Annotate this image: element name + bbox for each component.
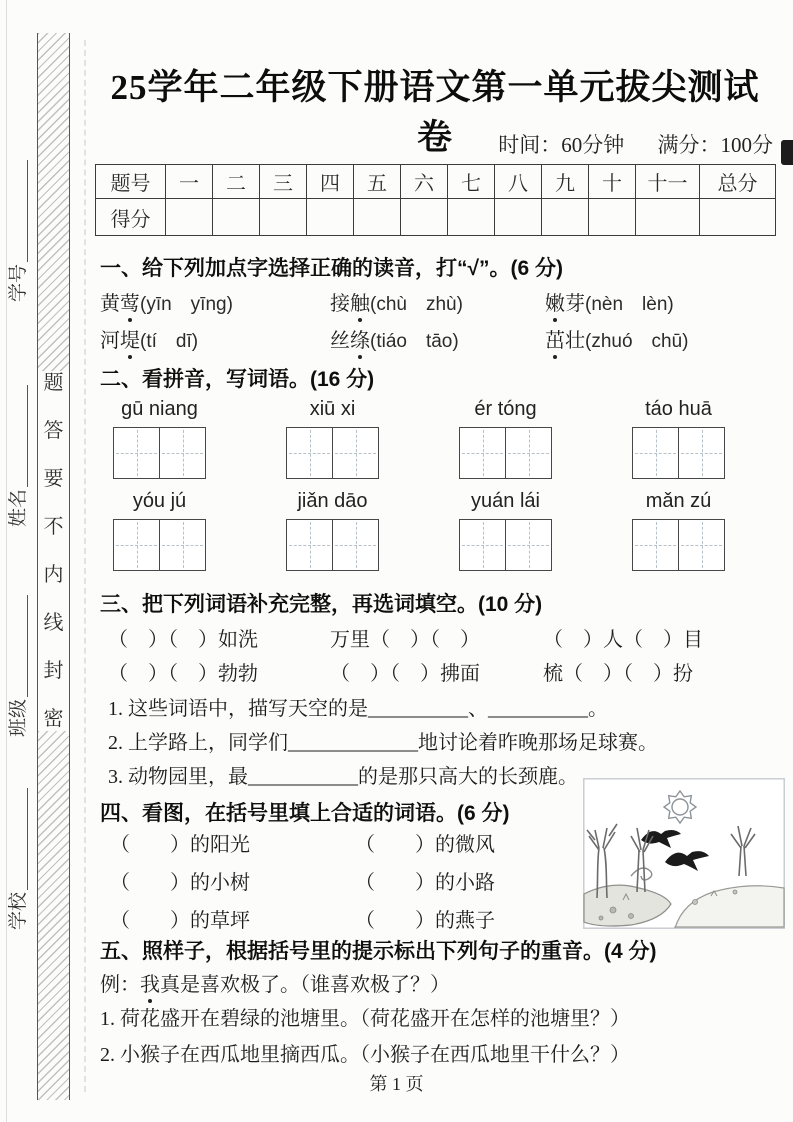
student-info-field bbox=[5, 363, 31, 527]
pinyin-word-group bbox=[459, 398, 552, 479]
phrase-blank: （ ）的阳光 bbox=[110, 834, 250, 856]
score-table-header-row bbox=[96, 165, 776, 199]
pinyin-label: yuán lái bbox=[471, 490, 540, 512]
spring-scene-svg bbox=[583, 778, 785, 929]
seal-line-char: 封 bbox=[43, 660, 64, 682]
section3-fill-1: 1. 这些词语中，描写天空的是__________、__________。 bbox=[108, 698, 608, 720]
field-label: 学号 bbox=[8, 263, 30, 302]
pronunciation-item bbox=[545, 287, 775, 316]
dotted-hanzi: 堤 bbox=[120, 324, 140, 353]
writing-box bbox=[286, 427, 379, 479]
pinyin-word-group bbox=[286, 398, 379, 479]
writing-cell bbox=[159, 520, 205, 570]
idiom-blank: （ ）（ ）拂面 bbox=[330, 663, 480, 685]
section3-idiom-row bbox=[108, 623, 775, 652]
exam-meta bbox=[498, 129, 773, 159]
exam-full-score: 满分：100分 bbox=[657, 133, 773, 157]
section4-heading: 四、看图，在括号里填上合适的词语。(6 分) bbox=[100, 802, 510, 825]
pinyin-options: (yīn yīng) bbox=[140, 294, 233, 315]
writing-cell bbox=[633, 520, 678, 570]
pronunciation-item bbox=[100, 324, 330, 353]
seal-line-char: 密 bbox=[43, 708, 64, 730]
score-cell bbox=[700, 199, 776, 236]
pinyin-word-group bbox=[113, 398, 206, 479]
score-table-header-cell: 五 bbox=[354, 165, 401, 199]
idiom-blank: （ ）人（ ）目 bbox=[543, 629, 703, 651]
score-table-header-cell: 四 bbox=[307, 165, 354, 199]
pronunciation-item bbox=[100, 287, 330, 316]
page-title: 25学年二年级下册语文第一单元拔尖测试卷 bbox=[110, 68, 760, 157]
section3-idiom-row bbox=[108, 657, 775, 686]
idiom-blank: （ ）（ ）勃勃 bbox=[108, 663, 258, 685]
score-table-header-cell: 十一 bbox=[636, 165, 700, 199]
writing-cell bbox=[114, 428, 159, 478]
score-table-header-cell: 总分 bbox=[700, 165, 776, 199]
writing-box bbox=[632, 519, 725, 571]
score-row-label: 得分 bbox=[96, 199, 166, 236]
hanzi: 壮 bbox=[565, 330, 585, 352]
section3-fill-2: 2. 上学路上，同学们_____________地讨论着昨晚那场足球赛。 bbox=[108, 732, 658, 754]
dotted-hanzi: 触 bbox=[350, 287, 370, 316]
pronunciation-item bbox=[100, 974, 450, 996]
writing-box bbox=[632, 427, 725, 479]
score-table-header-cell: 三 bbox=[260, 165, 307, 199]
score-cell bbox=[448, 199, 495, 236]
field-blank-line bbox=[27, 595, 28, 697]
hanzi: 丝 bbox=[330, 330, 350, 352]
student-info-field bbox=[5, 138, 31, 302]
section3-fill-3: 3. 动物园里，最___________的是那只高大的长颈鹿。 bbox=[108, 766, 578, 788]
score-cell bbox=[307, 199, 354, 236]
pinyin-word-group bbox=[632, 398, 725, 479]
idiom-blank: 万里（ ）（ ） bbox=[330, 629, 480, 651]
score-table-header-cell: 一 bbox=[166, 165, 213, 199]
seal-hatch-bottom bbox=[38, 731, 69, 1100]
pinyin-options: (nèn lèn) bbox=[585, 294, 674, 315]
score-table-header-cell: 十 bbox=[589, 165, 636, 199]
writing-cell bbox=[114, 520, 159, 570]
score-cell bbox=[636, 199, 700, 236]
phrase-blank: （ ）的小路 bbox=[355, 872, 495, 894]
section1-heading: 一、给下列加点字选择正确的读音，打“√”。(6 分) bbox=[100, 257, 564, 280]
main-content bbox=[95, 0, 785, 1122]
pinyin-label: táo huā bbox=[645, 398, 712, 420]
idiom-blank: （ ）（ ）如洗 bbox=[108, 629, 258, 651]
dotted-hanzi: 我 bbox=[140, 968, 160, 997]
score-table-header-cell: 九 bbox=[542, 165, 589, 199]
pronunciation-item bbox=[330, 324, 545, 353]
writing-cell bbox=[159, 428, 205, 478]
hanzi: 接 bbox=[330, 293, 350, 315]
writing-cell bbox=[505, 428, 551, 478]
score-cell bbox=[260, 199, 307, 236]
pinyin-word-group bbox=[632, 490, 725, 571]
field-label: 姓名 bbox=[8, 488, 30, 527]
score-table-header-cell: 二 bbox=[213, 165, 260, 199]
seal-line-band bbox=[37, 33, 70, 1100]
writing-cell bbox=[287, 520, 332, 570]
fold-dashed-line bbox=[84, 40, 86, 1092]
writing-box bbox=[459, 427, 552, 479]
pinyin-options: (zhuó chū) bbox=[585, 331, 689, 352]
hanzi: 芽 bbox=[565, 293, 585, 315]
writing-box bbox=[286, 519, 379, 571]
phrase-blank: （ ）的燕子 bbox=[355, 910, 495, 932]
pinyin-options: (chù zhù) bbox=[370, 294, 463, 315]
dotted-hanzi: 茁 bbox=[545, 324, 565, 353]
pronunciation-item bbox=[330, 287, 545, 316]
pinyin-label: mǎn zú bbox=[645, 490, 712, 512]
seal-line-char: 答 bbox=[43, 420, 64, 442]
writing-cell bbox=[460, 428, 505, 478]
page-number: 第 1 页 bbox=[369, 1074, 424, 1094]
section2-row bbox=[95, 490, 775, 571]
section4-phrase-grid bbox=[110, 828, 580, 942]
section1-row bbox=[100, 324, 775, 353]
pinyin-word-group bbox=[459, 490, 552, 571]
writing-cell bbox=[460, 520, 505, 570]
writing-cell bbox=[678, 520, 724, 570]
pinyin-label: ér tóng bbox=[474, 398, 537, 420]
pronunciation-item bbox=[545, 324, 775, 353]
phrase-blank: （ ）的草坪 bbox=[110, 910, 250, 932]
seal-line-char: 题 bbox=[43, 372, 64, 394]
field-label: 班级 bbox=[8, 698, 30, 737]
dotted-hanzi: 绦 bbox=[350, 324, 370, 353]
section5-heading: 五、照样子，根据括号里的提示标出下列句子的重音。(4 分) bbox=[100, 940, 657, 963]
score-cell bbox=[354, 199, 401, 236]
writing-cell bbox=[678, 428, 724, 478]
writing-cell bbox=[287, 428, 332, 478]
seal-line-char: 要 bbox=[43, 468, 64, 490]
sun-icon bbox=[664, 791, 696, 823]
writing-box bbox=[113, 519, 206, 571]
pinyin-options: (tí dī) bbox=[140, 331, 199, 352]
score-cell bbox=[213, 199, 260, 236]
field-label: 学校 bbox=[8, 891, 30, 930]
seal-line-char: 内 bbox=[43, 564, 64, 586]
hanzi: 河 bbox=[100, 330, 120, 352]
pinyin-label: jiǎn dāo bbox=[297, 490, 368, 512]
hanzi: 真是喜欢极了。（谁喜欢极了？） bbox=[160, 974, 450, 996]
phrase-blank: （ ）的小树 bbox=[110, 872, 250, 894]
score-cell bbox=[542, 199, 589, 236]
score-table-header-cell: 八 bbox=[495, 165, 542, 199]
seal-line-text bbox=[38, 371, 69, 731]
score-table-score-row bbox=[96, 199, 776, 236]
seal-line-char: 线 bbox=[43, 612, 64, 634]
pinyin-word-group bbox=[113, 490, 206, 571]
field-blank-line bbox=[27, 160, 28, 262]
student-info-field bbox=[5, 573, 31, 737]
score-table-header-cell: 七 bbox=[448, 165, 495, 199]
score-cell bbox=[401, 199, 448, 236]
scene-illustration bbox=[583, 778, 785, 934]
pinyin-label: gū niang bbox=[121, 398, 198, 420]
score-table-header-cell: 六 bbox=[401, 165, 448, 199]
dotted-hanzi: 嫩 bbox=[545, 287, 565, 316]
pinyin-options: (tiáo tāo) bbox=[370, 331, 459, 352]
score-table-header-cell: 题号 bbox=[96, 165, 166, 199]
writing-cell bbox=[505, 520, 551, 570]
hanzi: 例： bbox=[100, 974, 140, 996]
score-cell bbox=[166, 199, 213, 236]
pinyin-label: xiū xi bbox=[309, 398, 356, 420]
writing-cell bbox=[332, 428, 378, 478]
dotted-hanzi: 莺 bbox=[120, 287, 140, 316]
writing-box bbox=[459, 519, 552, 571]
writing-cell bbox=[332, 520, 378, 570]
section5-example bbox=[100, 968, 450, 997]
phrase-blank: （ ）的微风 bbox=[355, 834, 495, 856]
writing-box bbox=[113, 427, 206, 479]
seal-line-char: 不 bbox=[43, 516, 64, 538]
score-table bbox=[95, 164, 776, 236]
section5-line-2: 2. 小猴子在西瓜地里摘西瓜。（小猴子在西瓜地里干什么？） bbox=[100, 1044, 630, 1066]
idiom-blank: 梳（ ）（ ）扮 bbox=[543, 663, 693, 685]
section5-line-1: 1. 荷花盛开在碧绿的池塘里。（荷花盛开在怎样的池塘里？） bbox=[100, 1008, 630, 1030]
seal-hatch-top bbox=[38, 33, 69, 371]
score-cell bbox=[589, 199, 636, 236]
section2-row bbox=[95, 398, 775, 479]
field-blank-line bbox=[27, 385, 28, 487]
pinyin-label: yóu jú bbox=[132, 490, 187, 512]
student-info-field bbox=[5, 766, 31, 930]
writing-cell bbox=[633, 428, 678, 478]
field-blank-line bbox=[27, 788, 28, 890]
pinyin-word-group bbox=[286, 490, 379, 571]
section1-row bbox=[100, 287, 775, 316]
exam-time: 时间：60分钟 bbox=[498, 133, 625, 157]
hanzi: 黄 bbox=[100, 293, 120, 315]
score-cell bbox=[495, 199, 542, 236]
section2-heading: 二、看拼音，写词语。(16 分) bbox=[100, 368, 375, 391]
section3-heading: 三、把下列词语补充完整，再选词填空。(10 分) bbox=[100, 593, 543, 616]
